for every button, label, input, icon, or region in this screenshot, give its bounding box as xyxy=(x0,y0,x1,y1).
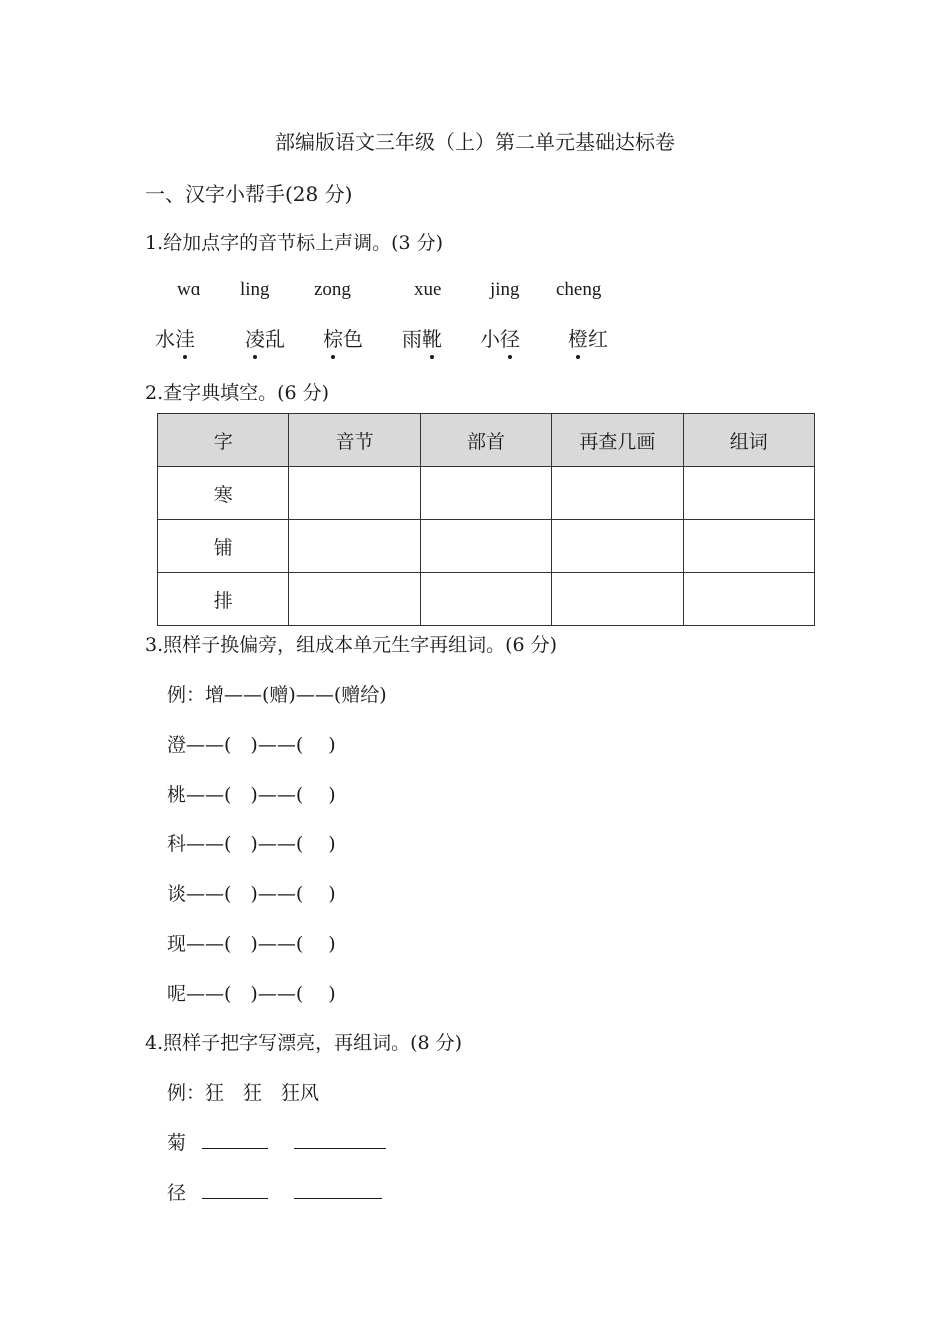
row-character: 铺 xyxy=(158,520,289,573)
answer-cell[interactable] xyxy=(420,573,551,626)
answer-blank[interactable] xyxy=(202,1132,268,1149)
row-character: 排 xyxy=(158,573,289,626)
table-row xyxy=(158,573,815,626)
page-title: 部编版语文三年级（上）第二单元基础达标卷 xyxy=(275,130,675,154)
question-2-prompt: 2.查字典填空。(6 分) xyxy=(145,382,330,404)
answer-cell[interactable] xyxy=(683,467,814,520)
word-5: 小径 xyxy=(480,323,520,352)
word-1: 水洼 xyxy=(155,323,195,352)
pinyin-2: ling xyxy=(240,279,270,300)
answer-cell[interactable] xyxy=(420,520,551,573)
pinyin-5: jing xyxy=(490,279,520,300)
pinyin-6: cheng xyxy=(556,279,602,300)
answer-cell[interactable] xyxy=(552,520,683,573)
table-row xyxy=(158,467,815,520)
table-header-row xyxy=(158,414,815,467)
answer-cell[interactable] xyxy=(683,520,814,573)
answer-cell[interactable] xyxy=(552,467,683,520)
question-4-character: 菊 xyxy=(167,1132,187,1154)
question-4-prompt: 4.照样子把字写漂亮，再组词。(8 分) xyxy=(145,1032,463,1054)
question-4-item[interactable] xyxy=(167,1178,382,1205)
answer-cell[interactable] xyxy=(289,467,420,520)
question-4-character: 径 xyxy=(167,1182,187,1204)
table-header: 字 xyxy=(158,414,289,467)
question-4-example: 例：狂 狂 狂风 xyxy=(167,1082,320,1104)
answer-cell[interactable] xyxy=(289,520,420,573)
table-header: 再查几画 xyxy=(552,414,683,467)
answer-cell[interactable] xyxy=(552,573,683,626)
answer-cell[interactable] xyxy=(420,467,551,520)
section-heading: 一、汉字小帮手(28 分) xyxy=(145,182,353,206)
question-3-item[interactable]: 桃——( )——( ) xyxy=(167,784,336,806)
question-3-item[interactable]: 现——( )——( ) xyxy=(167,933,336,955)
word-6: 橙红 xyxy=(568,323,608,352)
question-3-item[interactable]: 谈——( )——( ) xyxy=(167,883,336,905)
question-3-item[interactable]: 科——( )——( ) xyxy=(167,833,336,855)
question-3-item[interactable]: 澄——( )——( ) xyxy=(167,734,336,756)
answer-blank[interactable] xyxy=(294,1182,382,1199)
answer-cell[interactable] xyxy=(683,573,814,626)
row-character: 寒 xyxy=(158,467,289,520)
answer-cell[interactable] xyxy=(289,573,420,626)
table-header: 部首 xyxy=(420,414,551,467)
question-1-prompt: 1.给加点字的音节标上声调。(3 分) xyxy=(145,232,444,254)
question-3-example: 例：增——(赠)——(赠给) xyxy=(167,684,387,706)
table-header: 组词 xyxy=(683,414,814,467)
question-3-item[interactable]: 呢——( )——( ) xyxy=(167,983,336,1005)
answer-blank[interactable] xyxy=(294,1132,386,1149)
word-3: 棕色 xyxy=(323,323,363,352)
word-4: 雨靴 xyxy=(402,323,442,352)
pinyin-3: zong xyxy=(314,279,351,300)
question-3-prompt: 3.照样子换偏旁，组成本单元生字再组词。(6 分) xyxy=(145,634,558,656)
answer-blank[interactable] xyxy=(202,1182,268,1199)
pinyin-1: wɑ xyxy=(177,279,201,300)
table-row xyxy=(158,520,815,573)
question-4-item[interactable] xyxy=(167,1128,386,1155)
pinyin-4: xue xyxy=(414,279,442,300)
table-header: 音节 xyxy=(289,414,420,467)
dictionary-table xyxy=(157,413,815,626)
word-2: 凌乱 xyxy=(245,323,285,352)
